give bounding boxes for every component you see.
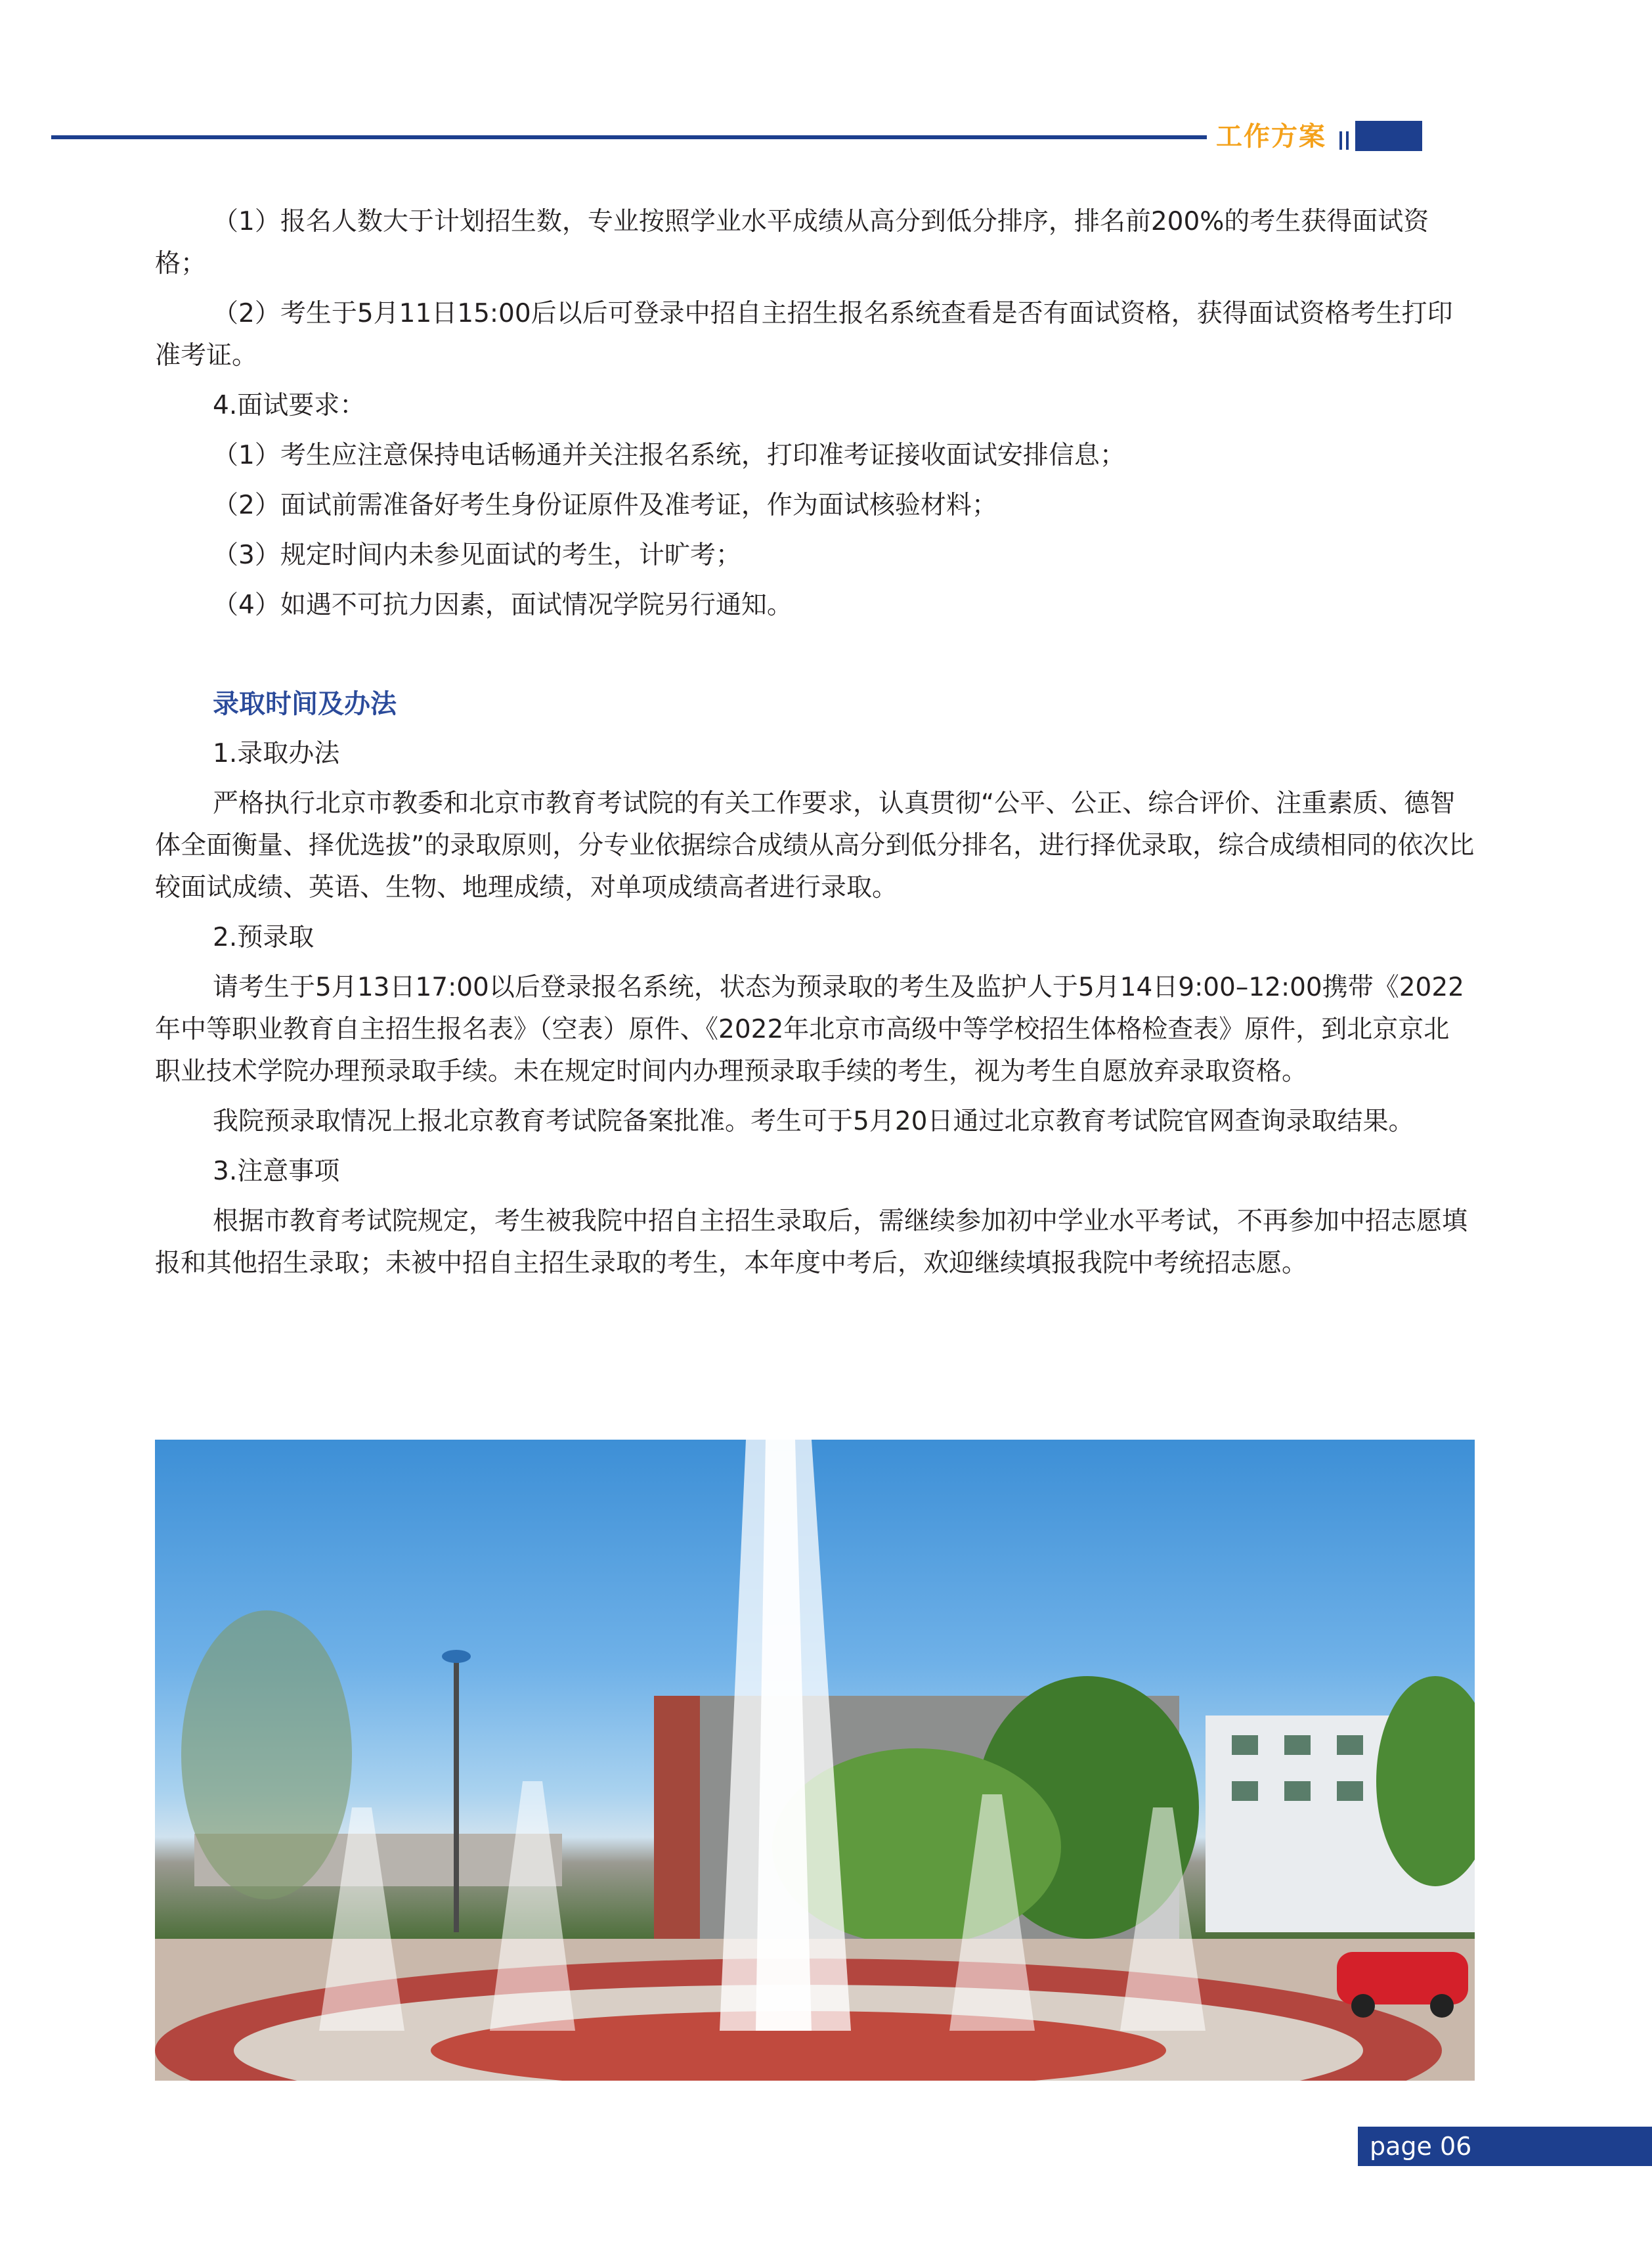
admission-section-title: 录取时间及办法 <box>213 689 397 719</box>
admission-method-text: 严格执行北京市教委和北京市教育考试院的有关工作要求，认真贯彻“公平、公正、综合评价、注重素质、德智体全面衡量、择优选拔”的录取原则，分专业依据综合成绩从高分到低分排名，进行择优录取，综合成绩相同的依次比较面试成绩、英语、生物、地理成绩，对单项成绩高者进行录取。 <box>155 789 1475 902</box>
interview-requirement-item: （4）如遇不可抗力因素，面试情况学院另行通知。 <box>213 590 793 620</box>
lamp-head <box>442 1650 471 1663</box>
interview-requirement-item: （1）考生应注意保持电话畅通并关注报名系统，打印准考证接收面试安排信息； <box>213 441 1125 470</box>
interview-qualification-item: （1）报名人数大于计划招生数，专业按照学业水平成绩从高分到低分排序，排名前200%的考生获得面试资格； <box>155 207 1429 278</box>
interview-requirement-item: （2）面试前需准备好考生身份证原件及准考证，作为面试核验材料； <box>213 491 997 520</box>
tree-left <box>181 1610 352 1899</box>
interview-requirements-heading: 4.面试要求： <box>213 391 366 420</box>
pre-admission-text: 请考生于5月13日17:00以后登录报名系统，状态为预录取的考生及监护人于5月14日9:00–12:00携带《2022年中等职业教育自主招生报名表》（空表）原件、《2022年北京市高级中等学校招生体格检查表》原件，到北京京北职业技术学院办理预录取手续。未在规定时间内办理预录取手续的考生，视为考生自愿放弃录取资格。 <box>155 973 1464 1086</box>
campus-fountain-photo <box>155 1440 1475 2081</box>
red-wall <box>654 1696 700 1939</box>
header-rule <box>51 135 1207 139</box>
interview-requirement-item: （3）规定时间内未参见面试的考生，计旷考； <box>213 541 741 570</box>
body-text <box>155 201 1475 1285</box>
page-number: page 06 <box>1358 2127 1652 2166</box>
photo-illustration <box>155 1440 1475 2081</box>
pre-admission-heading: 2.预录取 <box>213 923 315 952</box>
header-block <box>1355 121 1422 151</box>
car-wheel <box>1351 1994 1375 2018</box>
car-wheel <box>1430 1994 1454 2018</box>
notes-text: 根据市教育考试院规定，考生被我院中招自主招生录取后，需继续参加初中学业水平考试，不再参加中招志愿填报和其他招生录取；未被中招自主招生录取的考生，本年度中考后，欢迎继续填报我院中考统招志愿。 <box>155 1206 1468 1278</box>
pre-admission-note: 我院预录取情况上报北京教育考试院备案批准。考生可于5月20日通过北京教育考试院官网查询录取结果。 <box>213 1107 1414 1136</box>
interview-qualification-item: （2）考生于5月11日15:00后以后可登录中招自主招生报名系统查看是否有面试资格，获得面试资格考生打印准考证。 <box>155 299 1453 370</box>
notes-heading: 3.注意事项 <box>213 1157 340 1186</box>
section-header-title: 工作方案 <box>1216 122 1326 152</box>
admission-method-heading: 1.录取办法 <box>213 739 340 768</box>
lamp-post <box>454 1656 459 1932</box>
